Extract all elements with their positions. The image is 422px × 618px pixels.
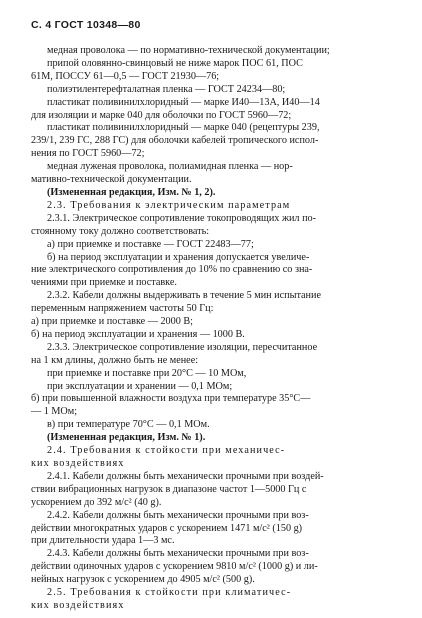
text-line: на 1 км длины, должно быть не менее: <box>31 354 199 366</box>
text-line: стоянному току должно соответствовать: <box>31 225 210 237</box>
text-line: 2.3. Требования к электрическим параметрам <box>47 199 291 211</box>
text-line: при длительности удара 1—3 мс. <box>31 535 175 547</box>
text-line: для изоляции и марке 040 для оболочки по ГОСТ 5960—72; <box>31 109 292 121</box>
text-line: 2.5. Требования к стойкости при климатичес- <box>47 587 292 599</box>
text-line: нейных нагрузок с ускорением до 4905 м/с² (500 g). <box>31 574 255 586</box>
text-line: ких воздействиях <box>31 458 125 469</box>
text-line: 2.3.3. Электрическое сопротивление изоляции, пересчитанное <box>47 341 318 353</box>
text-line: полиэтилентерефталатная пленка — ГОСТ 24234—80; <box>47 83 286 95</box>
text-line: б) при повышенной влажности воздуха при температуре 35°С— <box>31 393 311 405</box>
text-line: 2.4.2. Кабели должны быть механически прочными при воз- <box>47 509 309 521</box>
text-line: 2.4.1. Кабели должны быть механически прочными при воздей- <box>47 470 324 482</box>
text-line: ствии вибрационных нагрузок в диапазоне частот 1—5000 Гц с <box>31 483 307 495</box>
text-line: 61М, ПОССУ 61—0,5 — ГОСТ 21930—76; <box>31 70 220 82</box>
document-body <box>31 45 403 613</box>
text-line: (Измененная редакция, Изм. № 1, 2). <box>47 186 216 198</box>
text-line: медная луженая проволока, полиамидная пленка — нор- <box>47 161 293 173</box>
text-line: 2.3.1. Электрическое сопротивление токопроводящих жил по- <box>47 212 317 224</box>
text-line: б) на период эксплуатации и хранения допускается увеличе- <box>47 251 310 263</box>
text-line: переменным напряжением частоты 50 Гц: <box>31 303 214 315</box>
text-line: пластикат поливинилхлоридный — марке И40—13А, И40—14 <box>47 96 320 108</box>
page-header: С. 4 ГОСТ 10348—80 <box>31 19 141 31</box>
text-line: (Измененная редакция, Изм. № 1). <box>47 432 206 444</box>
text-line: припой оловянно-свинцовый не ниже марок ПОС 61, ПОС <box>47 57 303 69</box>
text-line: ние электрического сопротивления до 10% по сравнению со зна- <box>31 264 313 276</box>
text-line: чениями при приемке и поставке. <box>31 277 177 289</box>
text-line: — 1 МОм; <box>31 406 78 418</box>
text-line: действии одиночных ударов с ускорением 9810 м/с² (1000 g) и ли- <box>31 561 318 573</box>
text-line: пластикат поливинилхлоридный — марке 040 (рецептуры 239, <box>47 122 320 134</box>
text-line: мативно-технической документации. <box>31 174 192 186</box>
text-line: ких воздействиях <box>31 599 125 611</box>
text-line: 2.3.2. Кабели должны выдерживать в течение 5 мин испытание <box>47 290 321 302</box>
text-line: медная проволока — по нормативно-технической документации; <box>47 45 330 56</box>
text-line: а) при приемке и поставке — 2000 В; <box>31 316 194 328</box>
text-line: б) на период эксплуатации и хранения — 1000 В. <box>31 328 245 340</box>
text-line: 239/1, 239 ГС, 288 ГС) для оболочки кабелей тропического испол- <box>31 135 319 147</box>
text-line: нения по ГОСТ 5960—72; <box>31 148 145 160</box>
text-line: 2.4. Требования к стойкости при механичес- <box>47 445 286 457</box>
text-line: при эксплуатации и хранении — 0,1 МОм; <box>47 380 233 392</box>
text-line: в) при температуре 70°С — 0,1 МОм. <box>47 419 210 431</box>
text-line: а) при приемке и поставке — ГОСТ 22483—77; <box>47 238 254 250</box>
text-line: 2.4.3. Кабели должны быть механически прочными при воз- <box>47 548 309 560</box>
text-line: при приемке и поставке при 20°С — 10 МОм, <box>47 367 247 379</box>
text-line: ускорением до 392 м/с² (40 g). <box>31 496 162 508</box>
text-line: действии многократных ударов с ускорением 1471 м/с² (150 g) <box>31 522 303 534</box>
